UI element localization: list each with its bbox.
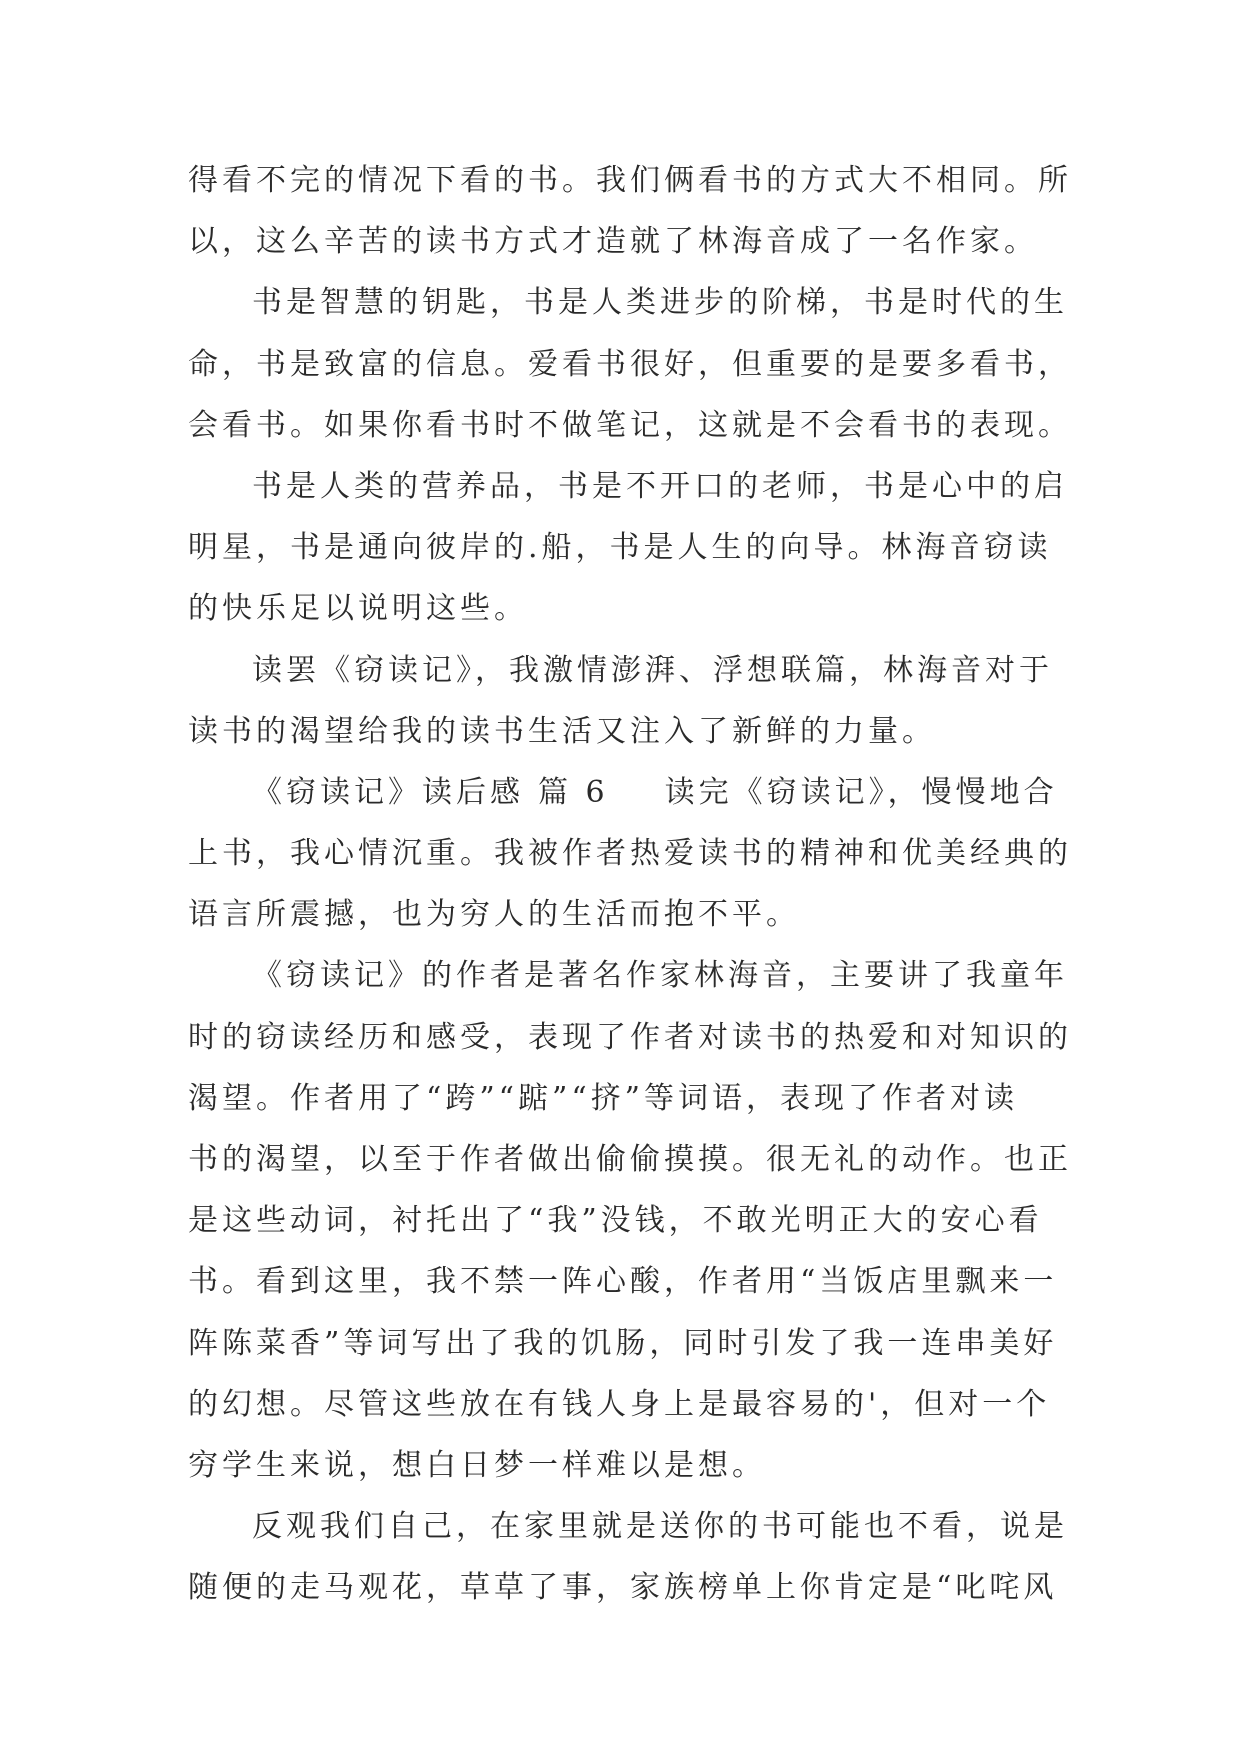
text-line: 穷学生来说，想白日梦一样难以是想。: [188, 1447, 766, 1483]
text-line: 以，这么辛苦的读书方式才造就了林海音成了一名作家。: [188, 224, 1038, 260]
text-line: 读书的渴望给我的读书生活又注入了新鲜的力量。: [188, 713, 936, 749]
text-line: 的幻想。尽管这些放在有钱人身上是最容易的'，但对一个: [188, 1386, 1051, 1422]
paragraph-start-line: 书是智慧的钥匙，书是人类进步的阶梯，书是时代的生: [252, 285, 1068, 321]
text-line: 是这些动词，衬托出了“我”没钱，不敢光明正大的安心看: [188, 1203, 1043, 1239]
text-line: 得看不完的情况下看的书。我们俩看书的方式大不相同。所: [188, 163, 1072, 198]
text-line: 阵陈菜香”等词写出了我的饥肠，同时引发了我一连串美好: [188, 1325, 1058, 1361]
text-line: 命，书是致富的信息。爱看书很好，但重要的是要多看书，: [188, 346, 1072, 382]
section-continuation: 读完《窃读记》，慢慢地合: [664, 774, 1058, 810]
document-body: [188, 150, 1072, 1619]
text-line: 明星，书是通向彼岸的.船，书是人生的向导。林海音窃读: [188, 530, 1052, 566]
text-line: 渴望。作者用了“跨”“踮”“挤”等词语，表现了作者对读: [188, 1080, 1019, 1116]
section-number: 篇 6: [538, 774, 609, 810]
section-title: 《窃读记》读后感: [252, 774, 524, 810]
text-line: 时的窃读经历和感受，表现了作者对读书的热爱和对知识的: [188, 1019, 1072, 1055]
paragraph-start-line: 读罢《窃读记》，我激情澎湃、浮想联篇，林海音对于: [252, 652, 1053, 688]
text-line: 书。看到这里，我不禁一阵心酸，作者用“当饭店里飘来一: [188, 1264, 1058, 1300]
text-line: 语言所震撼，也为穷人的生活而抱不平。: [188, 897, 800, 933]
paragraph-start-line: 《窃读记》的作者是著名作家林海音，主要讲了我童年: [252, 958, 1068, 994]
text-line: 的快乐足以说明这些。: [188, 591, 528, 627]
section-heading-line: [188, 762, 1058, 823]
text-line: 随便的走马观花，草草了事，家族榜单上你肯定是“叱咤风: [188, 1570, 1058, 1606]
text-line: 会看书。如果你看书时不做笔记，这就是不会看书的表现。: [188, 407, 1072, 443]
paragraph-start-line: 反观我们自己，在家里就是送你的书可能也不看，说是: [252, 1509, 1068, 1545]
text-line: 书的渴望，以至于作者做出偷偷摸摸。很无礼的动作。也正: [188, 1142, 1072, 1177]
paragraph-start-line: 书是人类的营养品，书是不开口的老师，书是心中的启: [252, 468, 1068, 504]
text-line: 上书，我心情沉重。我被作者热爱读书的精神和优美经典的: [188, 836, 1072, 872]
